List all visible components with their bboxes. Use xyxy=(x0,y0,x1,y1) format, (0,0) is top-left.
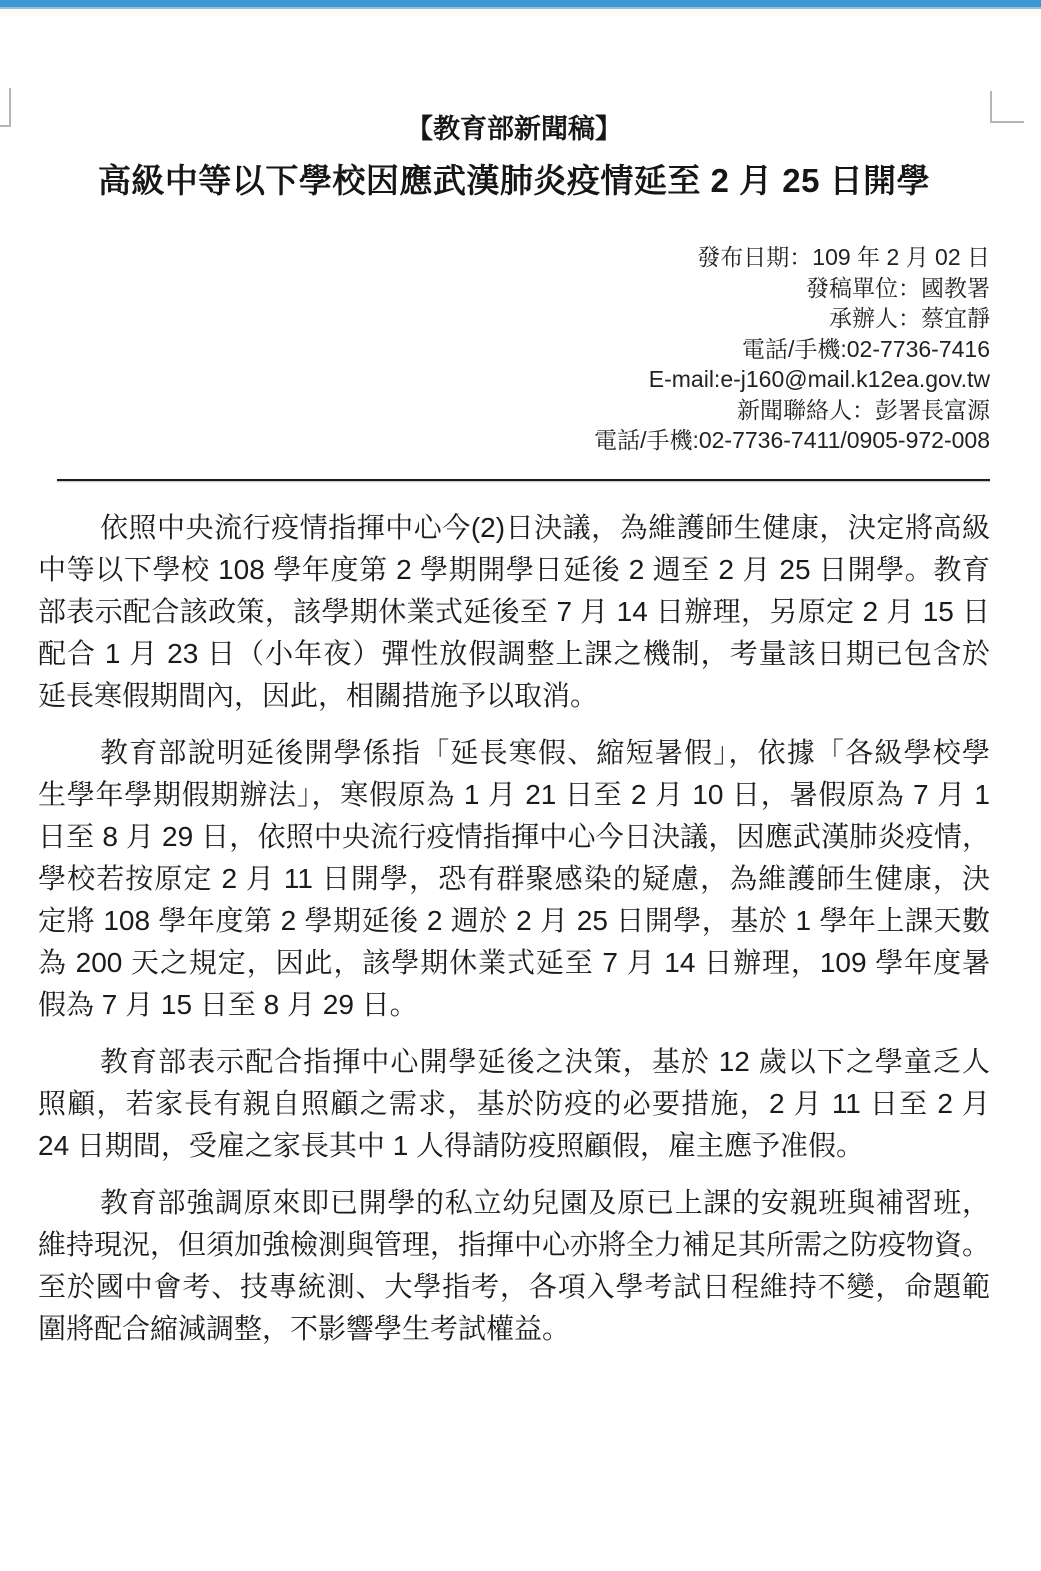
meta-line-press-contact: 新聞聯絡人：彭署長富源 xyxy=(737,396,990,423)
paragraph xyxy=(38,1041,990,1167)
meta-line-issuing-unit: 發稿單位：國教署 xyxy=(806,274,990,301)
paragraph-line: 延長寒假期間內，因此，相關措施予以取消。 xyxy=(38,679,599,711)
press-release-body xyxy=(38,507,990,1350)
press-release-title: 【教育部新聞稿】 xyxy=(406,114,622,144)
paragraph-line: 依照中央流行疫情指揮中心今(2)日決議，為維護師生健康，決定將高級 xyxy=(100,511,990,543)
page-top-band xyxy=(0,9,1041,20)
window-top-bar xyxy=(0,0,1041,9)
meta-line-email: E-mail:e-j160@mail.k12ea.gov.tw xyxy=(648,366,990,392)
meta-line-contact-person: 承辦人：蔡宜靜 xyxy=(829,305,990,331)
paragraph-line: 為 200 天之規定，因此，該學期休業式延至 7 月 14 日辦理，109 學年度暑 xyxy=(38,946,990,978)
meta-line-press-phone: 電話/手機:02-7736-7411/0905-972-008 xyxy=(594,427,990,453)
paragraph xyxy=(38,507,990,717)
paragraph-line: 中等以下學校 108 學年度第 2 學期開學日延後 2 週至 2 月 25 日開學。教育 xyxy=(38,553,990,585)
press-release-subtitle: 高級中等以下學校因應武漢肺炎疫情延至 2 月 25 日開學 xyxy=(97,162,931,199)
paragraph xyxy=(38,1182,990,1350)
paragraph-line: 學校若按原定 2 月 11 日開學，恐有群聚感染的疑慮，為維護師生健康，決 xyxy=(38,862,990,894)
paragraph-line: 教育部說明延後開學係指「延長寒假、縮短暑假」，依據「各級學校學 xyxy=(100,736,990,768)
meta-line-publish-date: 發布日期：109 年 2 月 02 日 xyxy=(697,244,990,270)
paragraph-line: 教育部表示配合指揮中心開學延後之決策，基於 12 歲以下之學童乏人 xyxy=(100,1045,990,1077)
paragraph-line: 圍將配合縮減調整，不影響學生考試權益。 xyxy=(38,1312,571,1344)
press-release xyxy=(0,111,1041,1350)
header-divider xyxy=(57,479,990,481)
paragraph-line: 至於國中會考、技專統測、大學指考，各項入學考試日程維持不變，命題範 xyxy=(38,1270,990,1302)
press-release-meta xyxy=(38,242,990,456)
margin-corner-mark-right xyxy=(990,91,1024,123)
paragraph-line: 假為 7 月 15 日至 8 月 29 日。 xyxy=(38,988,418,1020)
paragraph-line: 定將 108 學年度第 2 學期延後 2 週於 2 月 25 日開學，基於 1 學年上課天數 xyxy=(38,904,990,936)
paragraph-line: 維持現況，但須加強檢測與管理，指揮中心亦將全力補足其所需之防疫物資。 xyxy=(38,1228,991,1260)
margin-corner-mark-left xyxy=(0,88,11,127)
meta-line-phone: 電話/手機:02-7736-7416 xyxy=(741,335,990,362)
paragraph-line: 生學年學期假期辦法」，寒假原為 1 月 21 日至 2 月 10 日，暑假原為 7 月 1 xyxy=(38,778,990,810)
paragraph-line: 教育部強調原來即已開學的私立幼兒園及原已上課的安親班與補習班， xyxy=(100,1186,990,1218)
paragraph-line: 照顧，若家長有親自照顧之需求，基於防疫的必要措施，2 月 11 日至 2 月 xyxy=(38,1087,990,1119)
paragraph xyxy=(38,732,990,1026)
paragraph-line: 配合 1 月 23 日（小年夜）彈性放假調整上課之機制，考量該日期已包含於 xyxy=(38,637,990,669)
paragraph-line: 日至 8 月 29 日，依照中央流行疫情指揮中心今日決議，因應武漢肺炎疫情， xyxy=(38,820,990,852)
paragraph-line: 部表示配合該政策，該學期休業式延後至 7 月 14 日辦理，另原定 2 月 15 日 xyxy=(38,595,990,627)
paragraph-line: 24 日期間，受雇之家長其中 1 人得請防疫照顧假，雇主應予准假。 xyxy=(38,1129,865,1161)
